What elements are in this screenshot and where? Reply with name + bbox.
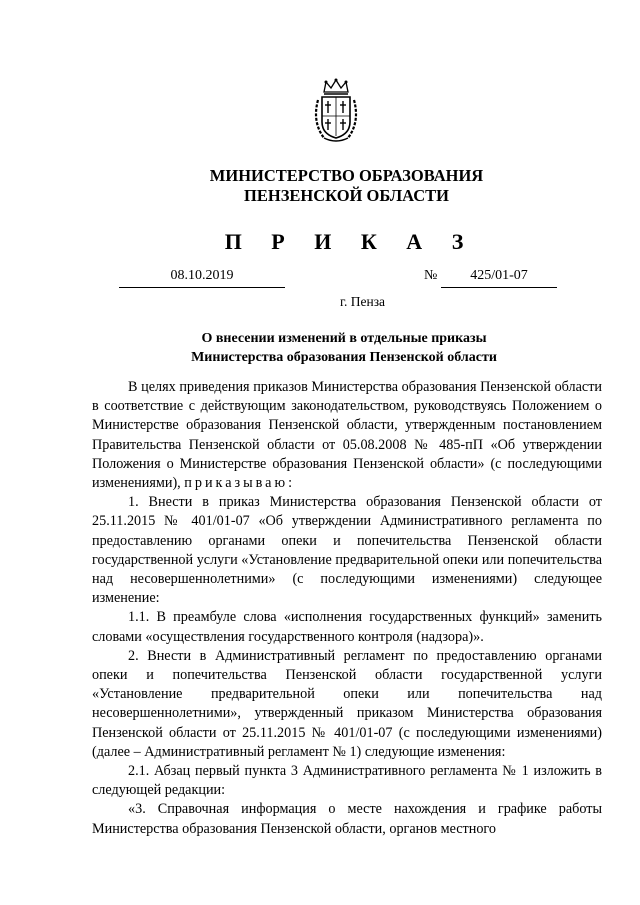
ministry-name-line-2: ПЕНЗЕНСКОЙ ОБЛАСТИ bbox=[244, 186, 449, 205]
order-date: 08.10.2019 bbox=[170, 268, 234, 283]
paragraph-item-2-1: 2.1. Абзац первый пункта 3 Административного регламента № 1 изложить в следующей редакции: bbox=[92, 763, 602, 799]
number-label: № bbox=[424, 268, 438, 283]
paragraph-item-1-1: 1.1. В преамбуле слова «исполнения государственных функций» заменить словами «осуществления государственного контроля (надзора)». bbox=[92, 609, 602, 645]
paragraph-item-1: 1. Внести в приказ Министерства образования Пензенской области от 25.11.2015 № 401/01-07 «Об утверждении Административного регламента по предоставлению органами опеки и попечительства Пензенской области государственной услуги «Установление предварительной опеки или попечительства над несовершеннолетними» (с последующими изменениями) следующее изменение: bbox=[92, 494, 602, 607]
order-body bbox=[92, 378, 602, 839]
preamble-text: В целях приведения приказов Министерства образования Пензенской области в соответствие с действующим законодательством, руководствуясь Положением о Министерстве образования Пензенской области, утвержденным постановлением Правительства Пензенской области от 05.08.2008 № 485-пП «Об утверждении Положения о Министерстве образования Пензенской области» (с последующими изменениями), bbox=[92, 379, 602, 492]
paragraph-quote-3: «3. Справочная информация о месте нахождения и графике работы Министерства образования Пензенской области, органов местного bbox=[92, 801, 602, 837]
paragraph-item-2: 2. Внести в Административный регламент по предоставлению органами опеки и попечительства Пензенской области государственной услуги «Установление предварительной опеки или попечительства над несовершеннолетними», утвержденный приказом Министерства образования Пензенской области от 25.11.2015 № 401/01-07 (с последующими изменениями) (далее – Административный регламент № 1) следующие изменения: bbox=[92, 647, 602, 760]
ministry-name-line-1: МИНИСТЕРСТВО ОБРАЗОВАНИЯ bbox=[209, 166, 484, 185]
preamble-paragraph bbox=[92, 378, 602, 493]
subject-line-1: О внесении изменений в отдельные приказы bbox=[201, 331, 487, 346]
ministry-name bbox=[0, 166, 640, 206]
order-number: 425/01-07 bbox=[470, 268, 528, 283]
subject-line-2: Министерства образования Пензенской области bbox=[191, 350, 497, 365]
order-subject bbox=[0, 329, 640, 367]
document-type-title: П Р И К А З bbox=[224, 229, 476, 254]
order-word: приказываю: bbox=[184, 475, 296, 492]
number-underline bbox=[441, 287, 557, 288]
date-underline bbox=[119, 287, 285, 288]
issue-city: г. Пенза bbox=[339, 294, 386, 309]
coat-of-arms-emblem bbox=[312, 78, 360, 144]
